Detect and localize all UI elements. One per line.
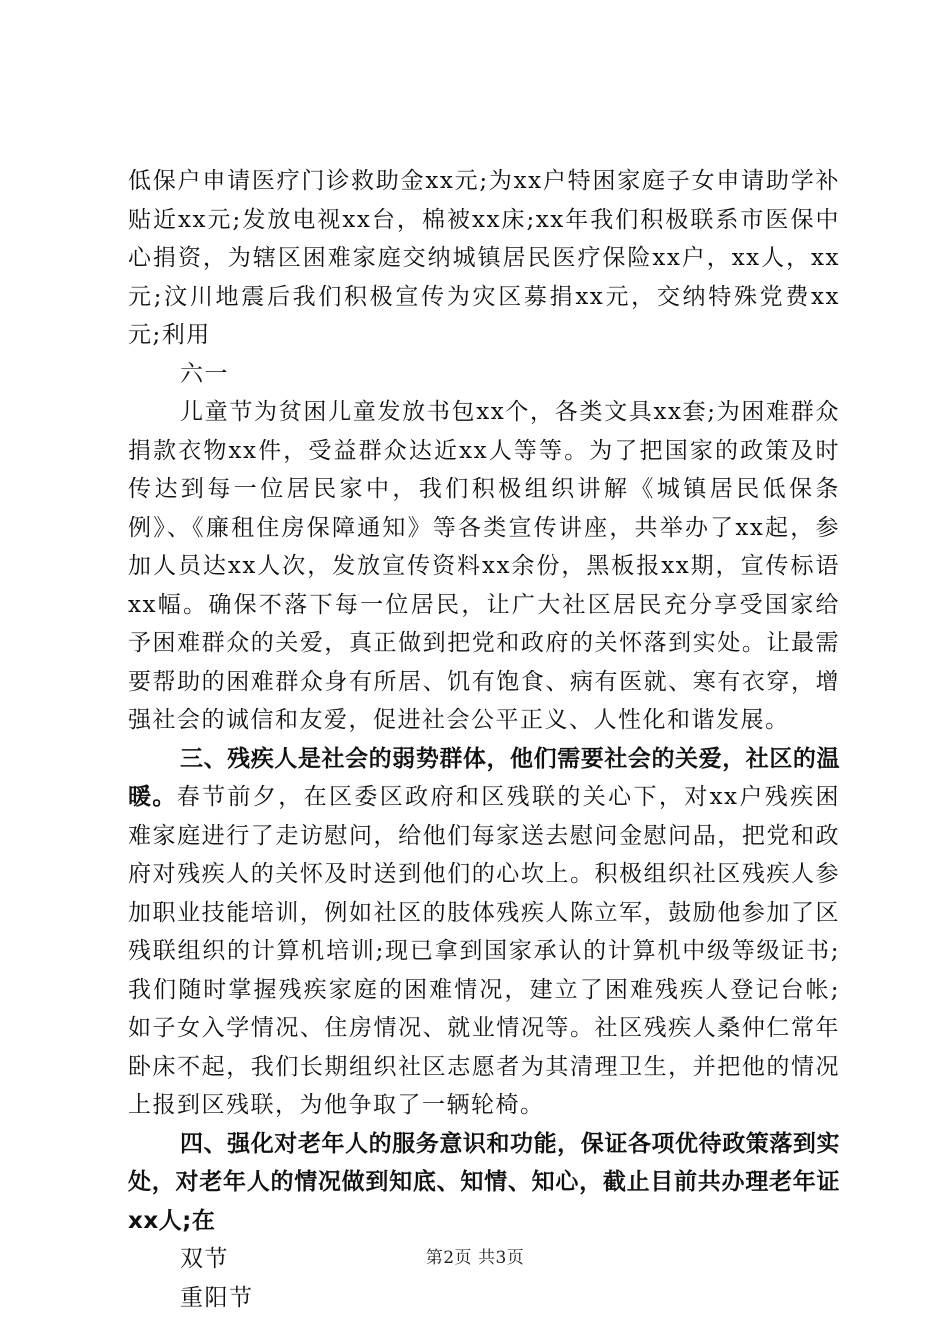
- line-shuangjie: 双节: [180, 1246, 229, 1272]
- line-liuyi: 六一: [180, 360, 229, 387]
- line-chongyang: 重阳节: [180, 1284, 254, 1311]
- section-3-body: 春节前夕，在区委区政府和区残联的关心下，对xx户残疾困难家庭进行了走访慰问，给他们每家送去慰问金慰问品，把党和政府对残疾人的关怀及时送到他们的心坎上。积极组织社区残疾人参加职业技能培训，例如社区的肢体残疾人陈立军，鼓励他参加了区残联组织的计算机培训;现已拿到国家承认的计算机中级等级证书;我们随时掌握残疾家庭的困难情况，建立了困难残疾人登记台帐;如子女入学情况、住房情况、就业情况等。社区残疾人桑仲仁常年卧床不起，我们长期组织社区志愿者为其清理卫生，并把他的情况上报到区残联，为他争取了一辆轮椅。: [128, 784, 840, 1118]
- page-number-footer: 第2页 共3页: [425, 1248, 525, 1268]
- document-body: [128, 162, 840, 1317]
- section-disabled-persons: [128, 740, 840, 1125]
- section-3-heading: 三、残疾人是社会的弱势群体，他们需要社会的关爱，社区的温暖。: [128, 745, 840, 810]
- paragraph-childrens-day: 儿童节为贫困儿童发放书包xx个，各类文具xx套;为困难群众捐款衣物xx件，受益群众达近xx人等等。为了把国家的政策及时传达到每一位居民家中，我们积极组织讲解《城镇居民低保条例》、《廉租住房保障通知》等各类宣传讲座，共举办了xx起，参加人员达xx人次，发放宣传资料xx余份，黑板报xx期，宣传标语xx幅。确保不落下每一位居民，让广大社区居民充分享受国家给予困难群众的关爱，真正做到把党和政府的关怀落到实处。让最需要帮助的困难群众身有所居、饥有饱食、病有医就、寒有衣穿，增强社会的诚信和友爱，促进社会公平正义、人性化和谐发展。: [128, 399, 840, 733]
- paragraph-assistance-summary: 低保户申请医疗门诊救助金xx元;为xx户特困家庭子女申请助学补贴近xx元;发放电视xx台，棉被xx床;xx年我们积极联系市医保中心捐资，为辖区困难家庭交纳城镇居民医疗保险xx户，xx人，xx元;汶川地震后我们积极宣传为灾区募捐xx元，交纳特殊党费xx元;利用: [128, 168, 840, 348]
- section-elderly-services: 四、强化对老年人的服务意识和功能，保证各项优待政策落到实处，对老年人的情况做到知底、知情、知心，截止目前共办理老年证xx人;在: [128, 1130, 840, 1234]
